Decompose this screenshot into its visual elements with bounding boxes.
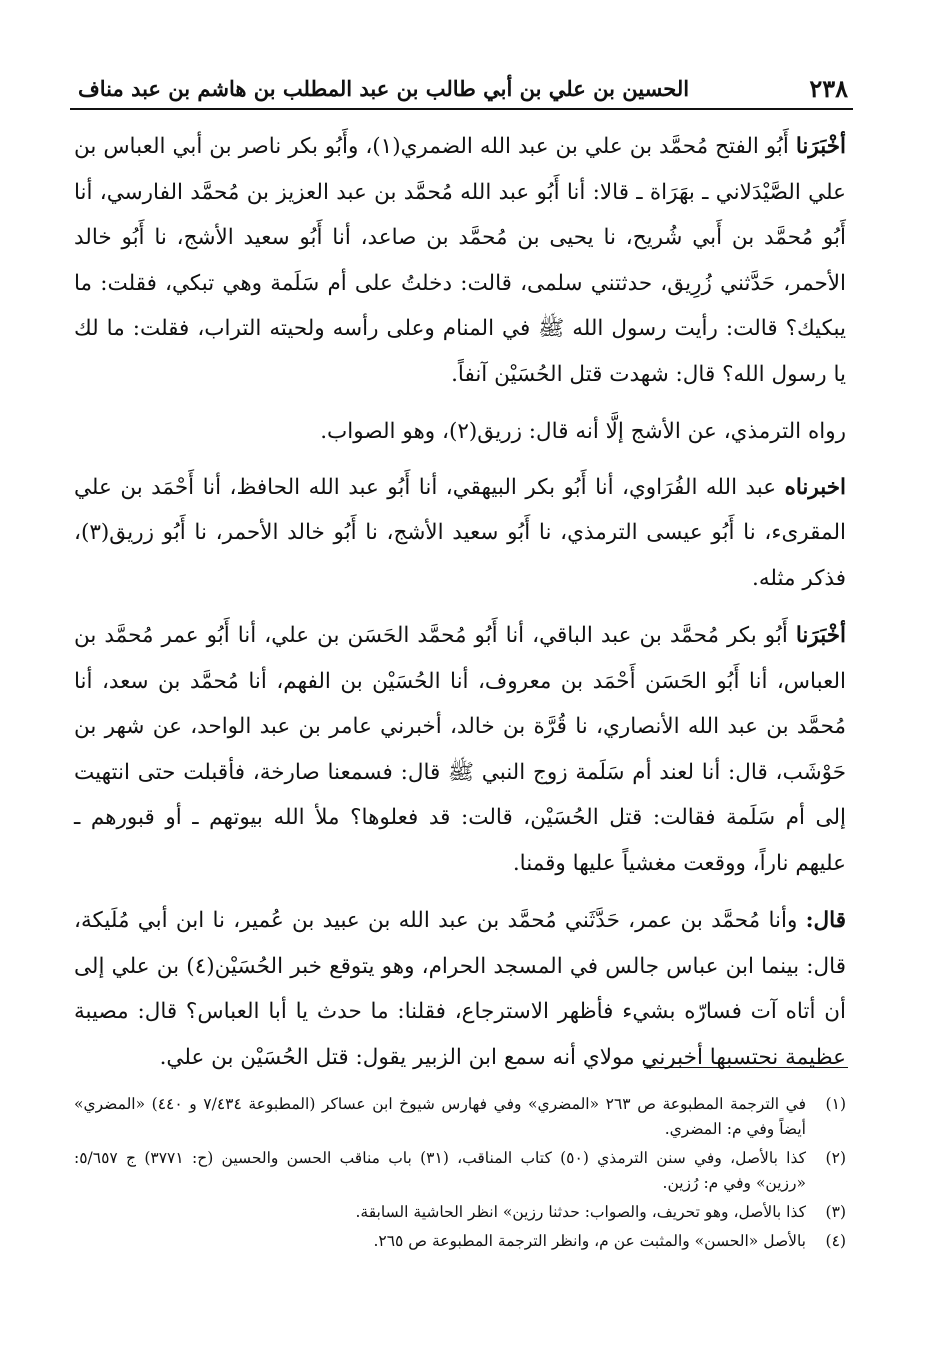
footnote-number: (١): [825, 1095, 846, 1113]
footnote: [74, 1200, 846, 1225]
paragraph: [74, 898, 846, 1080]
footnote-text: كذا بالأصل، وهو تحريف، والصواب: حدثنا رزين» انظر الحاشية السابقة.: [355, 1203, 806, 1221]
header-rule: [70, 108, 853, 110]
paragraph: [74, 124, 846, 397]
footnote-number: (٢): [825, 1149, 846, 1167]
paragraph-lead: أخْبَرَنا: [795, 134, 846, 159]
page-header: [78, 70, 848, 106]
paragraph: [74, 465, 846, 602]
paragraph-text: أَبُو الفتح مُحمَّد بن علي بن عبد الله الضمري(١)، وأَبُو بكر ناصر بن أبي العباس بن علي الصَّيْدَلاني ـ بهَرَاة ـ قالا: أنا أَبُو عبد الله مُحمَّد بن عبد العزيز بن مُحمَّد الفارسي، أنا أَبُو مُحمَّد بن أَبي شُريح، نا يحيى بن مُحمَّد بن صاعد، أنا أَبُو سعيد الأشج، نا أَبُو خالد الأحمر، حَدَّثني زُرِيق، حدثتني سلمى، قالت: دخلتُ على أم سَلَمة وهي تبكي، فقلت: ما يبكيك؟ قالت: رأيت رسول الله ﷺ في المنام وعلى رأسه ولحيته التراب، فقلت: ما لك يا رسول الله؟ قال: شهدت قتل الحُسَيْن آنفاً.: [74, 134, 846, 387]
paragraph-lead: اخبرناه: [784, 474, 846, 500]
paragraph-lead: أخْبَرَنا: [795, 623, 846, 648]
paragraph-lead: قال:: [805, 908, 846, 933]
footnote-number: (٤): [825, 1232, 846, 1250]
footnotes: [74, 1092, 846, 1258]
main-text: [74, 124, 846, 1092]
page-number: ٢٣٨: [809, 73, 848, 103]
paragraph-text: رواه الترمذي، عن الأشج إلَّا أنه قال: زريق(٢)، وهو الصواب.: [320, 419, 846, 444]
paragraph-text: عبد الله الفُرَاوي، أنا أَبُو بكر البيهقي، أنا أَبُو عبد الله الحافظ، أنا أَحْمَد بن علي المقرىء، نا أَبُو عيسى الترمذي، نا أَبُو سعيد الأشج، نا أَبُو خالد الأحمر، نا أَبُو زريق(٣)، فذكر مثله.: [74, 474, 846, 591]
paragraph-text: وأنا مُحمَّد بن عمر، حَدَّثَني مُحمَّد بن عبد الله بن عبيد بن عُمير، نا ابن أبي مُلَيكة، قال: بينما ابن عباس جالس في المسجد الحرام، وهو يتوقع خبر الحُسَيْن(٤) بن علي إلى أن أتاه آت فسارّه بشيء فأظهر الاسترجاع، فقلنا: ما حدث يا أبا العباس؟ قال: مصيبة عظيمة نحتسبها أخبرني مولاي أنه سمع ابن الزبير يقول: قتل الحُسَيْن بن علي.: [74, 908, 846, 1070]
footnote-text: بالأصل «الحسن» والمثبت عن م، وانظر الترجمة المطبوعة ص ٢٦٥.: [373, 1232, 806, 1250]
paragraph: [74, 613, 846, 886]
footnote-separator: [644, 1067, 848, 1068]
paragraph-text: أَبُو بكر مُحمَّد بن عبد الباقي، أنا أَبُو مُحمَّد الحَسَن بن علي، أنا أَبُو عمر مُحمَّد بن العباس، أنا أَبُو الحَسَن أَحْمَد بن معروف، أنا الحُسَيْن بن الفهم، أنا مُحمَّد بن سعد، أنا مُحمَّد بن عبد الله الأنصاري، نا قُرَّة بن خالد، أخبرني عامر بن عبد الواحد، عن شهر بن حَوْشَب، قال: أنا لعند أم سَلَمة زوج النبي ﷺ قال: فسمعنا صارخة، فأقبلت حتى انتهيت إلى أم سَلَمة فقالت: قتل الحُسَيْن، قالت: قد فعلوها؟ ملأ الله بيوتهم ـ أو قبورهم ـ عليهم ناراً، ووقعت مغشياً عليها وقمنا.: [74, 623, 846, 876]
footnote-text: كذا بالأصل، وفي سنن الترمذي (٥٠) كتاب المناقب، (٣١) باب مناقب الحسن والحسين (ح: ٣٧٧١) ج ٥/٦٥٧: «رزين» وفي م: رُزين.: [74, 1149, 806, 1192]
footnote: [74, 1146, 846, 1196]
footnote-text: في الترجمة المطبوعة ص ٢٦٣ «المضري» وفي فهارس شيوخ ابن عساكر (المطبوعة ٧/٤٣٤ و ٤٤٠) «المضري» أيضاً وفي م: المضري.: [74, 1095, 806, 1138]
footnote-number: (٣): [825, 1203, 846, 1221]
footnote: [74, 1092, 846, 1142]
running-title: الحسين بن علي بن أبي طالب بن عبد المطلب بن هاشم بن عبد مناف: [78, 75, 690, 101]
paragraph: [74, 409, 846, 455]
footnote: [74, 1229, 846, 1254]
